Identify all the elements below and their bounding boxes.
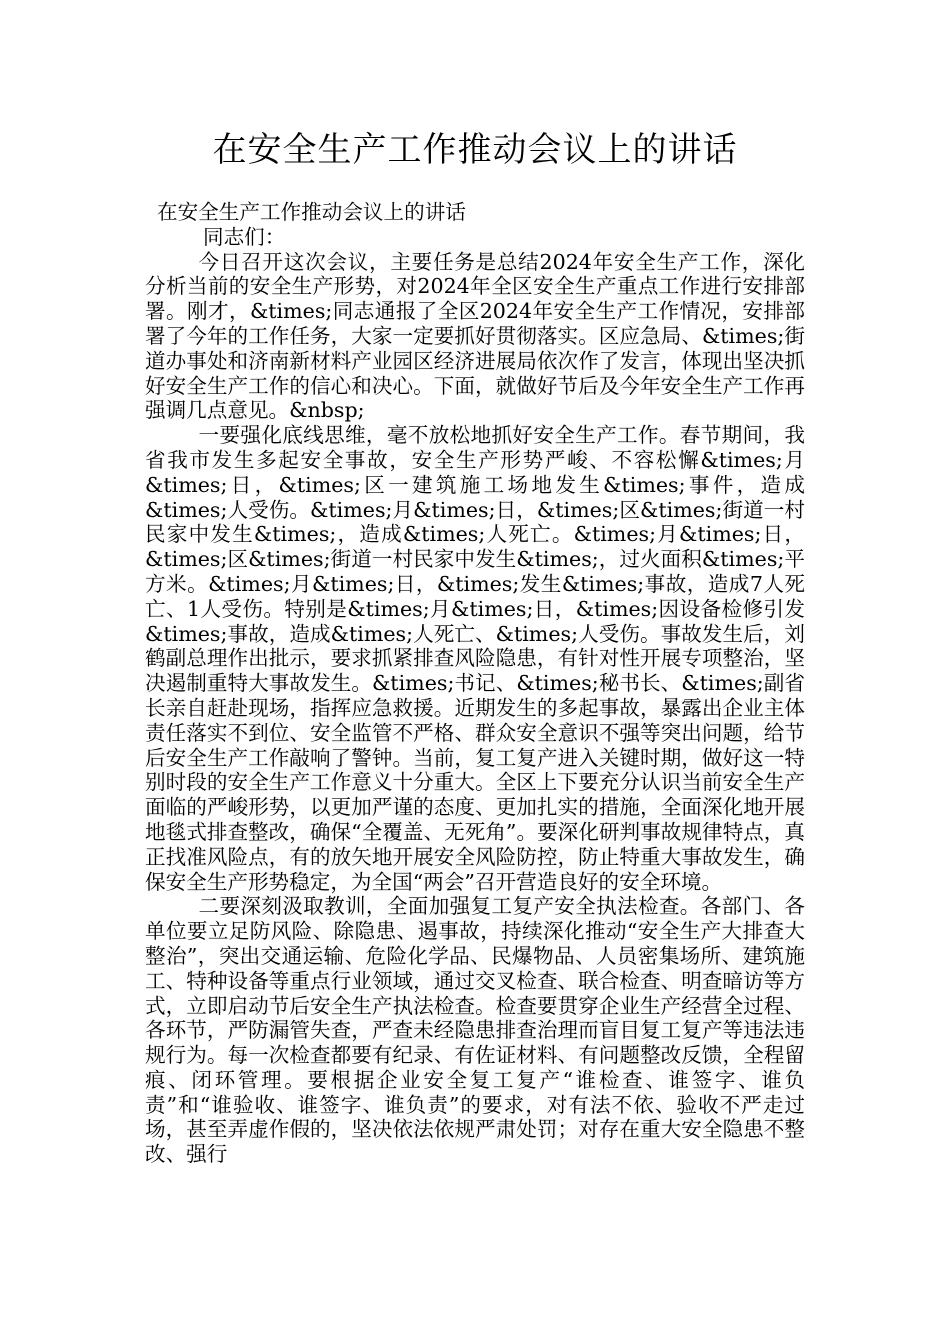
paragraph-point-two: 二要深刻汲取教训，全面加强复工复产安全执法检查。各部门、各单位要立足防风险、除隐患、遏事故，持续深化推动“安全生产大排查大整治”，突出交通运输、危险化学品、民爆物品、人员密集场所、建筑施工、特种设备等重点行业领域，通过交叉检查、联合检查、明查暗访等方式，立即启动节后安全生产执法检查。检查要贯穿企业生产经营全过程、各环节，严防漏管失查，严查未经隐患排查治理而盲目复工复产等违法违规行为。每一次检查都要有纪录、有佐证材料、有问题整改反馈，全程留痕、闭环管理。要根据企业安全复工复产“谁检查、谁签字、谁负责”和“谁验收、谁签字、谁负责”的要求，对有法不依、验收不严走过场，甚至弄虚作假的，坚决依法依规严肃处罚；对存在重大安全隐患不整改、强行 xyxy=(145,894,805,1167)
document-subtitle: 在安全生产工作推动会议上的讲话 xyxy=(157,200,466,224)
document-title: 在安全生产工作推动会议上的讲话 xyxy=(212,130,738,170)
paragraph-intro: 今日召开这次会议，主要任务是总结2024年安全生产工作，深化分析当前的安全生产形势，对2024年全区安全生产重点工作进行安排部署。刚才，&times;同志通报了全区2024年安全生产工作情况，安排部署了今年的工作任务，大家一定要抓好贯彻落实。区应急局、&times;街道办事处和济南新材料产业园区经济进展局依次作了发言，体现出坚决抓好安全生产工作的信心和决心。下面，就做好节后及今年安全生产工作再强调几点意见。&nbsp; xyxy=(145,249,805,423)
greeting-line: 同志们： xyxy=(203,224,286,249)
paragraph-point-one: 一要强化底线思维，毫不放松地抓好安全生产工作。春节期间，我省我市发生多起安全事故，安全生产形势严峻、不容松懈&times;月&times;日，&times;区一建筑施工场地发生&times;事件，造成&times;人受伤。&times;月&times;日，&times;区&times;街道一村民家中发生&times;，造成&times;人死亡。&times;月&times;日，&times;区&times;街道一村民家中发生&times;，过火面积&times;平方米。&times;月&times;日，&times;发生&times;事故，造成7人死亡、1人受伤。特别是&times;月&times;日，&times;因设备检修引发&times;事故，造成&times;人死亡、&times;人受伤。事故发生后，刘鹤副总理作出批示，要求抓紧排查风险隐患，有针对性开展专项整治，坚决遏制重特大事故发生。&times;书记、&times;秘书长、&times;副省长亲自赶赴现场，指挥应急救援。近期发生的多起事故，暴露出企业主体责任落实不到位、安全监管不严格、群众安全意识不强等突出问题，给节后安全生产工作敲响了警钟。当前，复工复产进入关键时期，做好这一特别时段的安全生产工作意义十分重大。全区上下要充分认识当前安全生产面临的严峻形势，以更加严谨的态度、更加扎实的措施，全面深化地开展地毯式排查整改，确保“全覆盖、无死角”。要深化研判事故规律特点，真正找准风险点，有的放矢地开展安全风险防控，防止特重大事故发生，确保安全生产形势稳定，为全国“两会”召开营造良好的安全环境。 xyxy=(145,423,805,894)
document-body xyxy=(145,200,805,1167)
